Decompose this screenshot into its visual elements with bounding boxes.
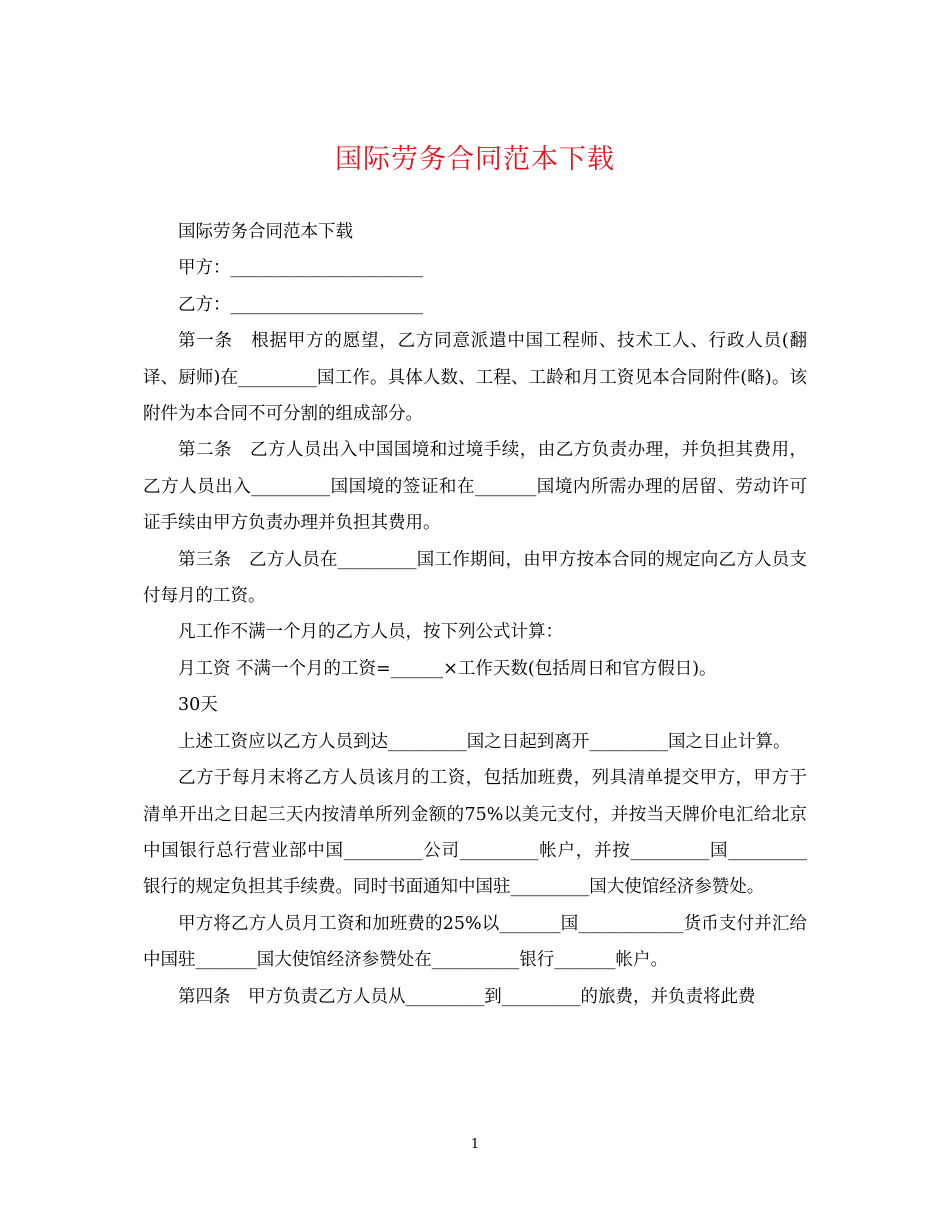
- document-title: 国际劳务合同范本下载: [335, 144, 615, 175]
- paragraph-heading: 国际劳务合同范本下载: [178, 222, 353, 242]
- paragraph-formula-denominator: 30天: [178, 695, 218, 716]
- page-number: 1: [470, 1137, 480, 1152]
- paragraph-formula: 月工资 不满一个月的工资=______×工作天数(包括周日和官方假日)。: [178, 658, 717, 679]
- document-body: [143, 214, 807, 1015]
- paragraph-remittance: 甲方将乙方人员月工资和加班费的25%以_______国____________货币支付并汇给中国驻_______国大使馆经济参赞处在__________银行_______帐户。: [143, 913, 807, 971]
- paragraph-partial-month: 凡工作不满一个月的乙方人员，按下列公式计算：: [178, 622, 563, 643]
- paragraph-wage-period: 上述工资应以乙方人员到达_________国之日起到离开_________国之日止计算。: [178, 731, 791, 752]
- paragraph-party-b: 乙方：______________________: [178, 294, 423, 315]
- paragraph-article-1: 第一条 根据甲方的愿望，乙方同意派遣中国工程师、技术工人、行政人员(翻译、厨师)在_________国工作。具体人数、工程、工龄和月工资见本合同附件(略)。该附件为本合同不可分割的组成部分。: [143, 331, 807, 425]
- paragraph-article-4: 第四条 甲方负责乙方人员从_________到_________的旅费，并负责将此费: [178, 986, 756, 1007]
- paragraph-article-3: 第三条 乙方人员在_________国工作期间，由甲方按本合同的规定向乙方人员支付每月的工资。: [143, 549, 807, 607]
- paragraph-monthly-payment: 乙方于每月末将乙方人员该月的工资，包括加班费，列具清单提交甲方，甲方于清单开出之日起三天内按清单所列金额的75%以美元支付，并按当天牌价电汇给北京中国银行总行营业部中国_________公司_________帐户，并按_________国_________银行的规定负担其手续费。同时书面通知中国驻_________国大使馆经济参赞处。: [143, 768, 807, 898]
- paragraph-article-2: 第二条 乙方人员出入中国国境和过境手续，由乙方负责办理，并负担其费用，乙方人员出入_________国国境的签证和在_______国境内所需办理的居留、劳动许可证手续由甲方负责办理并负担其费用。: [143, 440, 807, 534]
- paragraph-party-a: 甲方：______________________: [178, 258, 423, 279]
